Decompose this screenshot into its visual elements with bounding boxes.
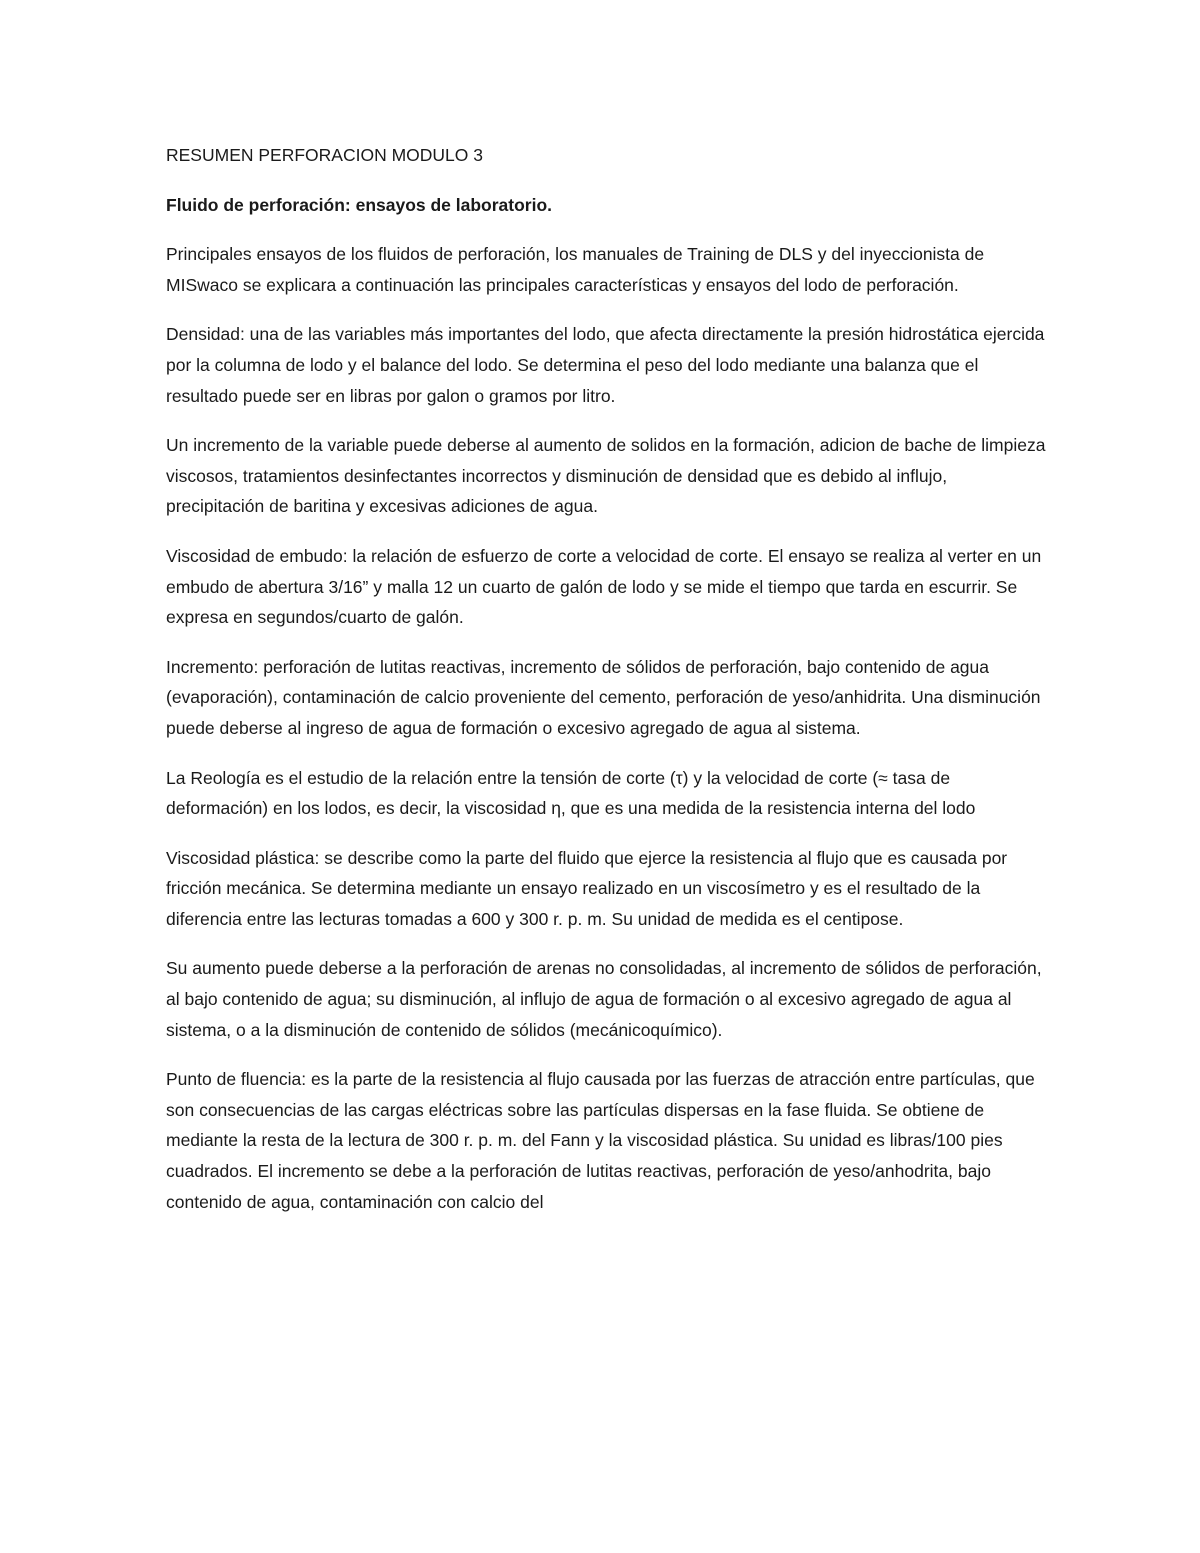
paragraph-intro: Principales ensayos de los fluidos de perforación, los manuales de Training de DLS y del inyeccionista de MISwaco se explicara a continuación las principales características y ensayos del lodo de perforación. xyxy=(166,244,985,295)
paragraph-densidad: Densidad: una de las variables más importantes del lodo, que afecta directamente la presión hidrostática ejercida por la columna de lodo y el balance del lodo. Se determina el peso del lodo mediante una balanza que el resultado puede ser en libras por galon o gramos por litro. xyxy=(166,324,1045,406)
paragraph-punto-fluencia: Punto de fluencia: es la parte de la resistencia al flujo causada por las fuerzas de atracción entre partículas, que son consecuencias de las cargas eléctricas sobre las partículas dispersas en la fase fluida. Se obtiene de mediante la resta de la lectura de 300 r. p. m. del Fann y la viscosidad plástica. Su unidad es libras/100 pies cuadrados. El incremento se debe a la perforación de lutitas reactivas, perforación de yeso/anhodrita, bajo contenido de agua, contaminación con calcio del xyxy=(166,1069,1035,1212)
paragraph-incremento-densidad: Un incremento de la variable puede deberse al aumento de solidos en la formación, adicion de bache de limpieza viscosos, tratamientos desinfectantes incorrectos y disminución de densidad que es debido al influjo, precipitación de baritina y excesivas adiciones de agua. xyxy=(166,435,1046,517)
document-subtitle: Fluido de perforación: ensayos de laboratorio. xyxy=(166,194,553,215)
paragraph-viscosidad-plastica: Viscosidad plástica: se describe como la parte del fluido que ejerce la resistencia al flujo que es causada por fricción mecánica. Se determina mediante un ensayo realizado en un viscosímetro y es el resultado de la diferencia entre las lecturas tomadas a 600 y 300 r. p. m. Su unidad de medida es el centipose. xyxy=(166,847,1008,929)
paragraph-viscosidad-embudo: Viscosidad de embudo: la relación de esfuerzo de corte a velocidad de corte. El ensayo se realiza al verter en un embudo de abertura 3/16” y malla 12 un cuarto de galón de lodo y se mide el tiempo que tarda en escurrir. Se expresa en segundos/cuarto de galón. xyxy=(166,545,1042,628)
paragraph-aumento-viscosidad-plastica: Su aumento puede deberse a la perforación de arenas no consolidadas, al incremento de sólidos de perforación, al bajo contenido de agua; su disminución, al influjo de agua de formación o al excesivo agregado de agua al sistema, o a la disminución de contenido de sólidos (mecánicoquímico). xyxy=(166,958,1042,1040)
document-title: RESUMEN PERFORACION MODULO 3 xyxy=(166,145,483,165)
paragraph-incremento-viscosidad: Incremento: perforación de lutitas reactivas, incremento de sólidos de perforación, bajo contenido de agua (evaporación), contaminación de calcio proveniente del cemento, perforación de yeso/anhidrita. Una disminución puede deberse al ingreso de agua de formación o excesivo agregado de agua al sistema. xyxy=(166,656,1041,738)
paragraph-reologia: La Reología es el estudio de la relación entre la tensión de corte (τ) y la velocidad de corte (≈ tasa de deformación) en los lodos, es decir, la viscosidad η, que es una medida de la resistencia interna del lodo xyxy=(166,767,976,819)
document-body xyxy=(166,140,1046,1236)
